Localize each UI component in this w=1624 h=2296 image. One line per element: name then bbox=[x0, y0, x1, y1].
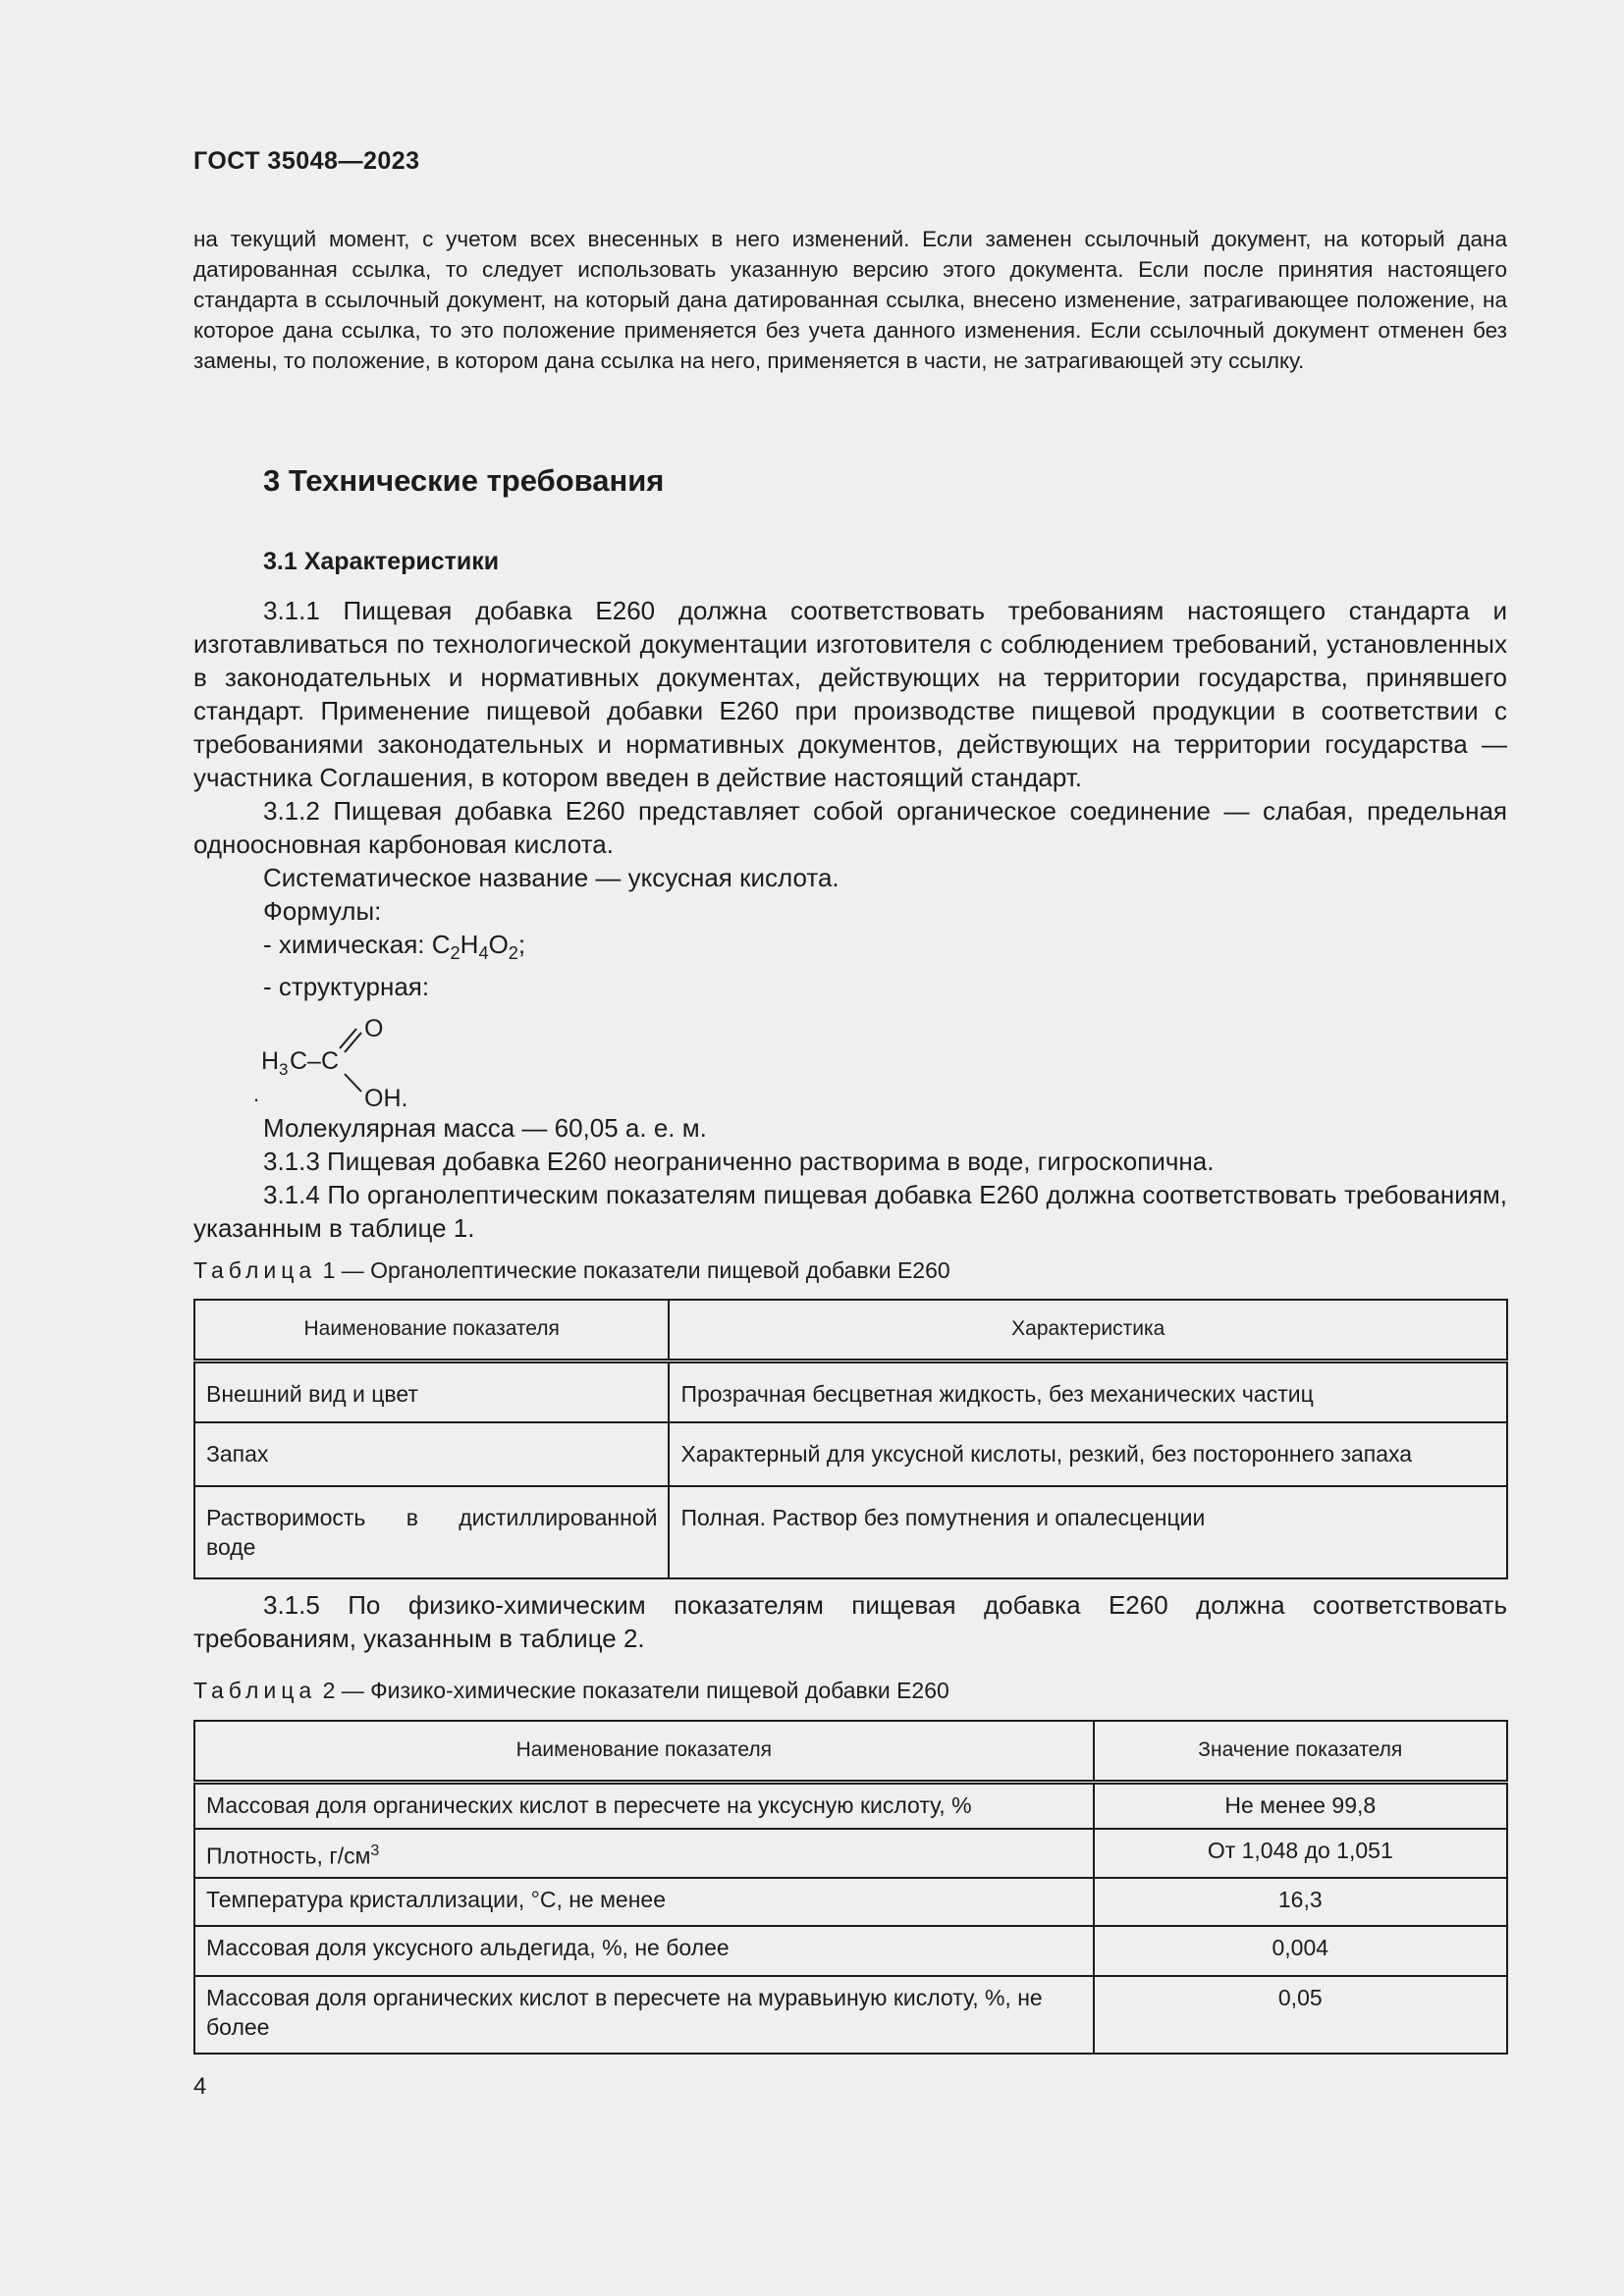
table-header-row bbox=[194, 1300, 1507, 1361]
table-cell: 0,004 bbox=[1094, 1926, 1507, 1976]
paragraph-3-1-4: 3.1.4 По органолептическим показателям пищевая добавка Е260 должна соответствовать требованиям, указанным в таблице 1. bbox=[193, 1180, 1507, 1244]
table2-caption: Таблица 2 — Физико-химические показатели пищевой добавки Е260 bbox=[193, 1678, 949, 1703]
structural-label: - структурная: bbox=[263, 972, 430, 1002]
table-cell: Растворимость в дистиллированной воде bbox=[194, 1486, 669, 1578]
column-header: Наименование показателя bbox=[194, 1721, 1094, 1782]
table-row bbox=[194, 1878, 1507, 1926]
table-cell: Массовая доля уксусного альдегида, %, не более bbox=[194, 1926, 1094, 1976]
column-header: Характеристика bbox=[669, 1300, 1507, 1361]
table-cell: 16,3 bbox=[1094, 1878, 1507, 1926]
page-number: 4 bbox=[193, 2073, 207, 2100]
table-cell: Не менее 99,8 bbox=[1094, 1782, 1507, 1829]
hydroxyl-label: OH. bbox=[364, 1085, 408, 1112]
table-row bbox=[194, 1926, 1507, 1976]
table-cell: 0,05 bbox=[1094, 1976, 1507, 2054]
carbon-chain: C–C bbox=[290, 1047, 340, 1076]
chemical-label: - химическая: bbox=[263, 930, 432, 959]
acetic-acid-structure bbox=[261, 1003, 477, 1111]
document-header: ГОСТ 35048—2023 bbox=[193, 147, 420, 175]
paragraph-3-1-2: 3.1.2 Пищевая добавка Е260 представляет собой органическое соединение — слабая, предельная одноосновная карбоновая кислота. bbox=[193, 796, 1507, 859]
molar-mass: Молекулярная масса — 60,05 а. е. м. bbox=[263, 1113, 707, 1144]
intro-paragraph: на текущий момент, с учетом всех внесенных в него изменений. Если заменен ссылочный документ, на который дана датированная ссылка, то следует использовать указанную версию этого документа. Если после принятия настоящего стандарта в ссылочный документ, на который дана датированная ссылка, внесено изменение, затрагивающее положение, на которое дана ссылка, то это положение применяется без учета данного изменения. Если ссылочный документ отменен без замены, то положение, в котором дана ссылка на него, применяется в части, не затрагивающей эту ссылку. bbox=[193, 227, 1507, 373]
table-physicochemical bbox=[193, 1720, 1508, 2055]
table1-caption: Таблица 1 — Органолептические показатели пищевой добавки Е260 bbox=[193, 1257, 950, 1283]
table-cell: Полная. Раствор без помутнения и опалесценции bbox=[669, 1486, 1507, 1578]
table-cell: Массовая доля органических кислот в пересчете на уксусную кислоту, % bbox=[194, 1782, 1094, 1829]
table-row bbox=[194, 1976, 1507, 2054]
section-title: 3 Технические требования bbox=[263, 463, 665, 498]
h3c-label: H bbox=[261, 1047, 280, 1076]
paragraph-3-1-1: 3.1.1 Пищевая добавка Е260 должна соответствовать требованиям настоящего стандарта и изготавливаться по технологической документации изготовителя с соблюдением требований, установленных в законодательных и нормативных документах, действующих на территории государства, принявшего стандарт. Применение пищевой добавки Е260 при производстве пищевой продукции в соответствии с требованиями законодательных и нормативных документов, действующих на территории государства — участника Соглашения, в котором введен в действие настоящий стандарт. bbox=[193, 596, 1507, 792]
table-row bbox=[194, 1422, 1507, 1486]
column-header: Значение показателя bbox=[1094, 1721, 1507, 1782]
table-cell: Плотность, $г/см^3$ bbox=[194, 1829, 1094, 1878]
column-header: Наименование показателя bbox=[194, 1300, 669, 1361]
subscript-3: 3 bbox=[279, 1060, 289, 1080]
characteristics-body bbox=[193, 594, 1507, 1245]
systematic-name: Систематическое название — уксусная кислота. bbox=[263, 863, 839, 892]
table-row bbox=[194, 1486, 1507, 1578]
table-cell: Характерный для уксусной кислоты, резкий, без постороннего запаха bbox=[669, 1422, 1507, 1486]
table-row bbox=[194, 1361, 1507, 1422]
table-row bbox=[194, 1782, 1507, 1829]
table-row bbox=[194, 1829, 1507, 1878]
chemical-formula-line: - химическая: $C_2H_4O_2$; bbox=[263, 930, 526, 964]
table-cell: Запах bbox=[194, 1422, 669, 1486]
table-cell: Внешний вид и цвет bbox=[194, 1361, 669, 1422]
table-cell: Массовая доля органических кислот в пересчете на муравьиную кислоту, %, не более bbox=[194, 1976, 1094, 2054]
table-header-row bbox=[194, 1721, 1507, 1782]
oxygen-label: O bbox=[364, 1015, 384, 1043]
subsection-title: 3.1 Характеристики bbox=[263, 548, 500, 575]
formulas-label: Формулы: bbox=[263, 896, 382, 926]
structural-formula: . H 3 C–C O OH. bbox=[261, 1003, 1507, 1111]
paragraph-3-1-5: 3.1.5 По физико-химическим показателям пищевая добавка Е260 должна соответствовать требованиям, указанным в таблице 2. bbox=[193, 1590, 1507, 1653]
table-organoleptic bbox=[193, 1299, 1508, 1579]
table-cell: Температура кристаллизации, °С, не менее bbox=[194, 1878, 1094, 1926]
table-cell: Прозрачная бесцветная жидкость, без механических частиц bbox=[669, 1361, 1507, 1422]
paragraph-3-1-3: 3.1.3 Пищевая добавка Е260 неограниченно растворима в воде, гигроскопична. bbox=[263, 1147, 1215, 1177]
table-cell: От 1,048 до 1,051 bbox=[1094, 1829, 1507, 1878]
